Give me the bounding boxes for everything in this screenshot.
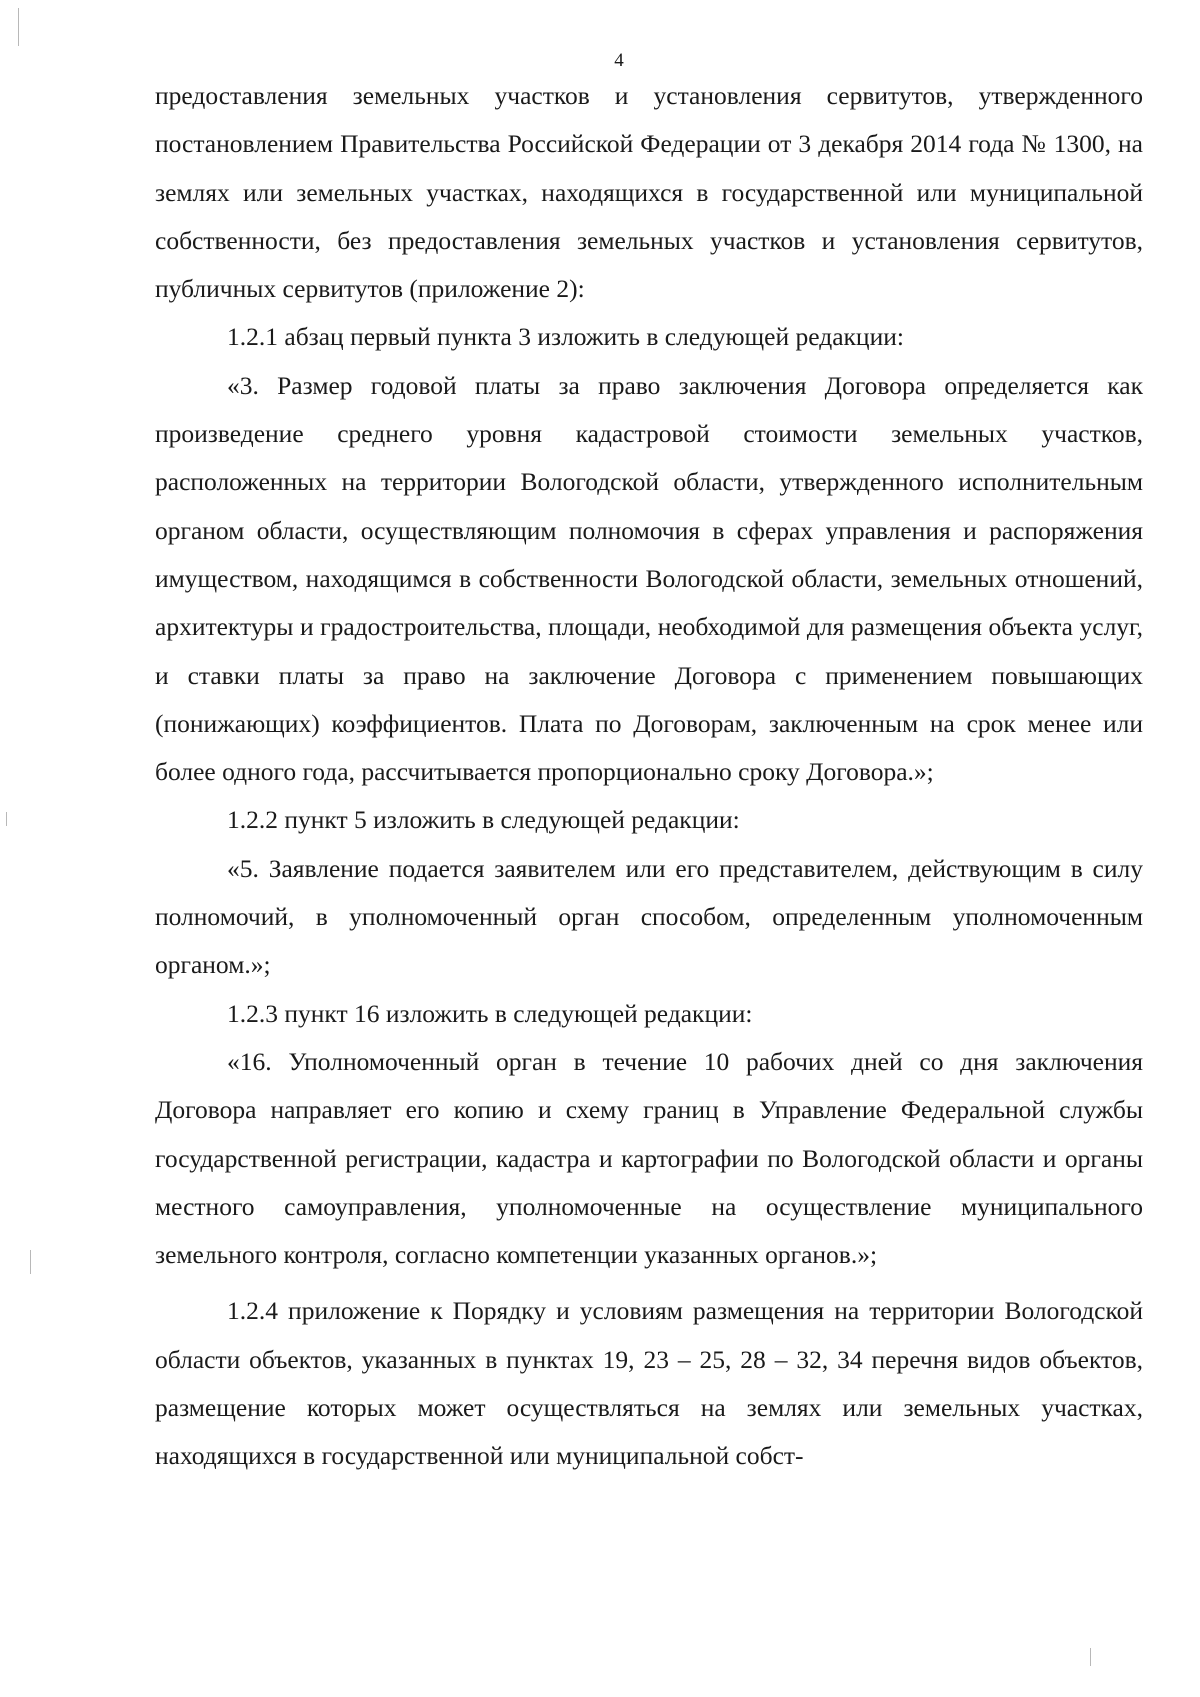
scan-mark-top-left [18,8,19,46]
paragraph-item-1-2-1: 1.2.1 абзац первый пункта 3 изложить в следующей редакции: [227,322,904,352]
document-body [155,72,1143,1481]
paragraph-quote-point-5: «5. Заявление подается заявителем или его представителем, действующим в силу полномочий, в уполномоченный орган способом, определенным уполномоченным органом.»; [155,853,1143,980]
scan-mark-bottom-right [1090,1648,1091,1666]
scan-mark-left-middle [6,812,7,826]
scan-mark-left-lower [30,1250,31,1274]
paragraph-item-1-2-3: 1.2.3 пункт 16 изложить в следующей редакции: [227,998,753,1028]
page-number: 4 [614,50,624,71]
paragraph-continuation: предоставления земельных участков и установления сервитутов, утвержденного постановлением Правительства Российской Федерации от 3 декабря 2014 года № 1300, на землях или земельных участках, находящихся в государственной или муниципальной собственности, без предоставления земельных участков и установления сервитутов, публичных сервитутов (приложение 2): [155,81,1143,304]
paragraph-item-1-2-2: 1.2.2 пункт 5 изложить в следующей редакции: [227,805,740,835]
paragraph-quote-point-3: «3. Размер годовой платы за право заключения Договора определяется как произведение среднего уровня кадастровой стоимости земельных участков, расположенных на территории Вологодской области, утвержденного исполнительным органом области, осуществляющим полномочия в сферах управления и распоряжения имуществом, находящимся в собственности Вологодской области, земельных отношений, архитектуры и градостроительства, площади, необходимой для размещения объекта услуг, и ставки платы за право на заключение Договора с применением повышающих (понижающих) коэффициентов. Плата по Договорам, заключенным на срок менее или более одного года, рассчитывается пропорционально сроку Договора.»; [155,370,1143,787]
paragraph-item-1-2-4: 1.2.4 приложение к Порядку и условиям размещения на территории Вологодской области объектов, указанных в пунктах 19, 23 – 25, 28 – 32, 34 перечня видов объектов, размещение которых может осуществляться на землях или земельных участках, находящихся в государственной или муниципальной собст- [155,1296,1143,1471]
paragraph-quote-point-16: «16. Уполномоченный орган в течение 10 рабочих дней со дня заключения Договора направляет его копию и схему границ в Управление Федеральной службы государственной регистрации, кадастра и картографии по Вологодской области и органы местного самоуправления, уполномоченные на осуществление муниципального земельного контроля, согласно компетенции указанных органов.»; [155,1046,1143,1270]
